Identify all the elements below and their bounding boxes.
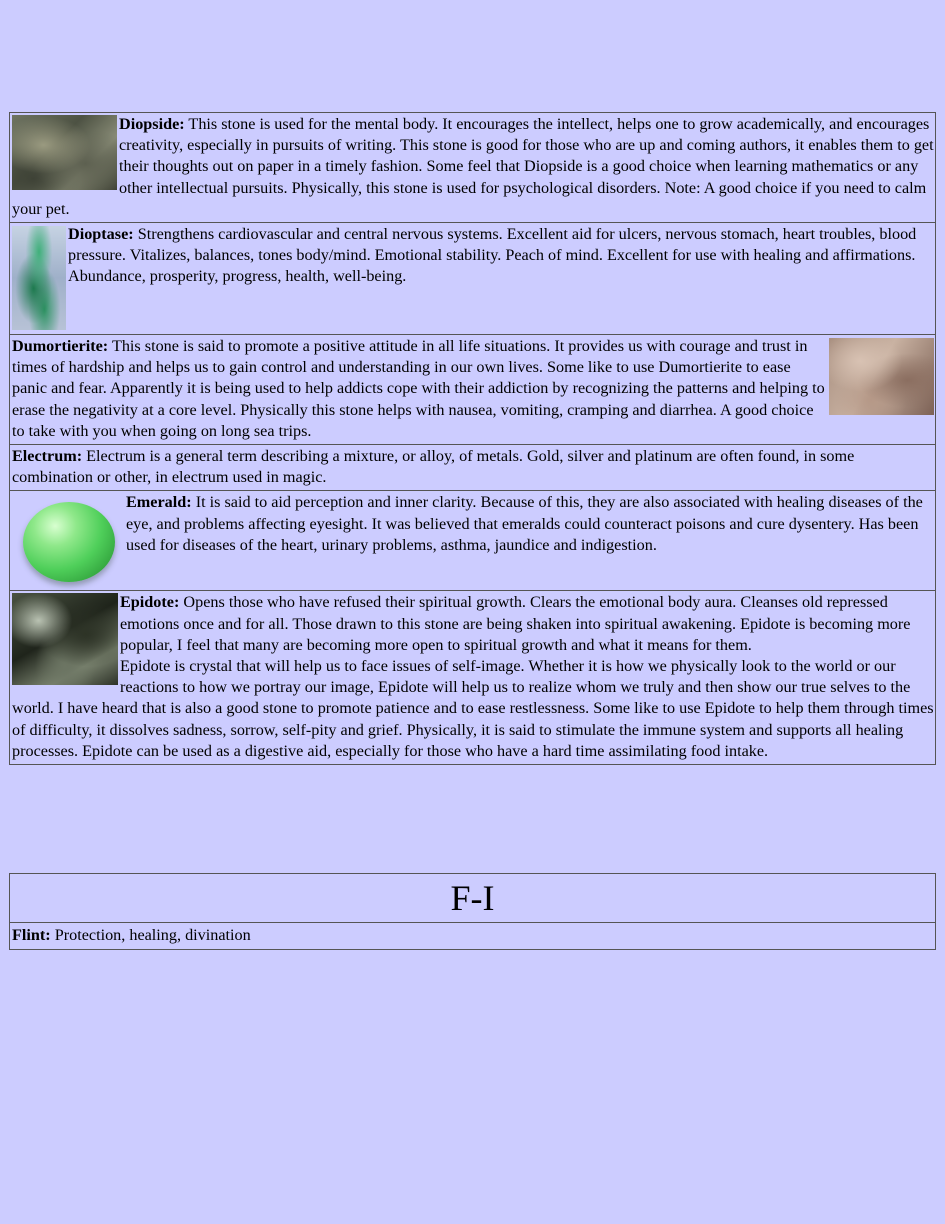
entry-diopside: [10, 113, 936, 223]
table-row: [10, 923, 936, 950]
entry-name: Diopside:: [119, 115, 185, 133]
section-heading: F-I: [10, 874, 936, 923]
table-row: [10, 591, 936, 765]
table-row: [10, 113, 936, 223]
entry-text: Strengthens cardiovascular and central nervous systems. Excellent aid for ulcers, nervous stomach, heart troubles, blood pressure. Vitalizes, balances, tones body/mind. Emotional stability. Peach of mind. Excellent for use with healing and affirmations. Abundance, prosperity, progress, health, well-being.: [68, 225, 917, 286]
table-row: [10, 223, 936, 335]
table-row: [10, 491, 936, 591]
entry-dioptase: [10, 223, 936, 335]
table-row: [10, 445, 936, 491]
entry-name: Epidote:: [120, 593, 180, 612]
dumortierite-image: [829, 338, 934, 415]
entry-name: Dioptase:: [68, 225, 134, 244]
entry-emerald: [10, 491, 936, 591]
diopside-image: [12, 115, 117, 190]
entry-epidote: [10, 591, 936, 765]
entry-text: Protection, healing, divination: [50, 926, 251, 944]
entry-dumortierite: [10, 335, 936, 445]
table-row: [10, 874, 936, 923]
entry-name: Electrum:: [12, 447, 83, 466]
entry-electrum: [10, 445, 936, 491]
epidote-image: [12, 593, 118, 685]
entry-name: Emerald:: [126, 493, 192, 512]
table-row: [10, 335, 936, 445]
entry-text: It is said to aid perception and inner clarity. Because of this, they are also associated with healing diseases of the eye, and problems affecting eyesight. It was believed that emeralds could counteract poisons and cure dysentery. Has been used for diseases of the heart, urinary problems, asthma, jaundice and indigestion.: [126, 493, 923, 554]
entry-name: Flint:: [12, 926, 51, 944]
entry-text: Opens those who have refused their spiritual growth. Clears the emotional body aura. Cleanses old repressed emotions once and for all. Those drawn to this stone are being shaken into spiritual awakening. Epidote is becoming more popular, I feel that many are becoming more open to spiritual growth and what it means for them.: [120, 593, 911, 654]
entry-name: Dumortierite:: [12, 337, 109, 356]
entry-flint: [10, 923, 936, 950]
section-f-i-table: [9, 873, 936, 950]
dioptase-image: [12, 226, 66, 330]
entry-text: This stone is used for the mental body. It encourages the intellect, helps one to grow academically, and encourages creativity, especially in pursuits of writing. This stone is good for those who are up and coming authors, it enables them to get their thoughts out on paper in a timely fashion. Some feel that Diopside is a good choice when learning mathematics or any other intellectual pursuits. Physically, this stone is used for psychological disorders. Note: A good choice if you need to calm your pet.: [12, 115, 934, 218]
emerald-image-frame: [10, 492, 124, 588]
stones-table: [9, 112, 936, 765]
entry-text: Electrum is a general term describing a mixture, or alloy, of metals. Gold, silver and platinum are often found, in some combination or other, in electrum used in magic.: [12, 447, 855, 487]
entry-text-continued: Epidote is crystal that will help us to face issues of self-image. Whether it is how we physically look to the world or our reactions to how we portray our image, Epidote will help us to realize whom we truly and then show our true selves to the world. I have heard that is also a good stone to promote patience and to ease restlessness. Some like to use Epidote to help them through times of difficulty, it dissolves sadness, sorrow, self-pity and grief. Physically, it is said to stimulate the immune system and supports all healing processes. Epidote can be used as a digestive aid, especially for those who have a hard time assimilating food intake.: [12, 657, 934, 760]
emerald-image: [23, 502, 115, 582]
entry-text: This stone is said to promote a positive attitude in all life situations. It provides us with courage and trust in times of hardship and helps us to gain control and understanding in our own lives. Some like to use Dumortierite to ease panic and fear. Apparently it is being used to help addicts cope with their addiction by recognizing the patterns and helping to erase the negativity at a core level. Physically this stone helps with nausea, vomiting, cramping and diarrhea. A good choice to take with you when going on long sea trips.: [12, 337, 825, 440]
